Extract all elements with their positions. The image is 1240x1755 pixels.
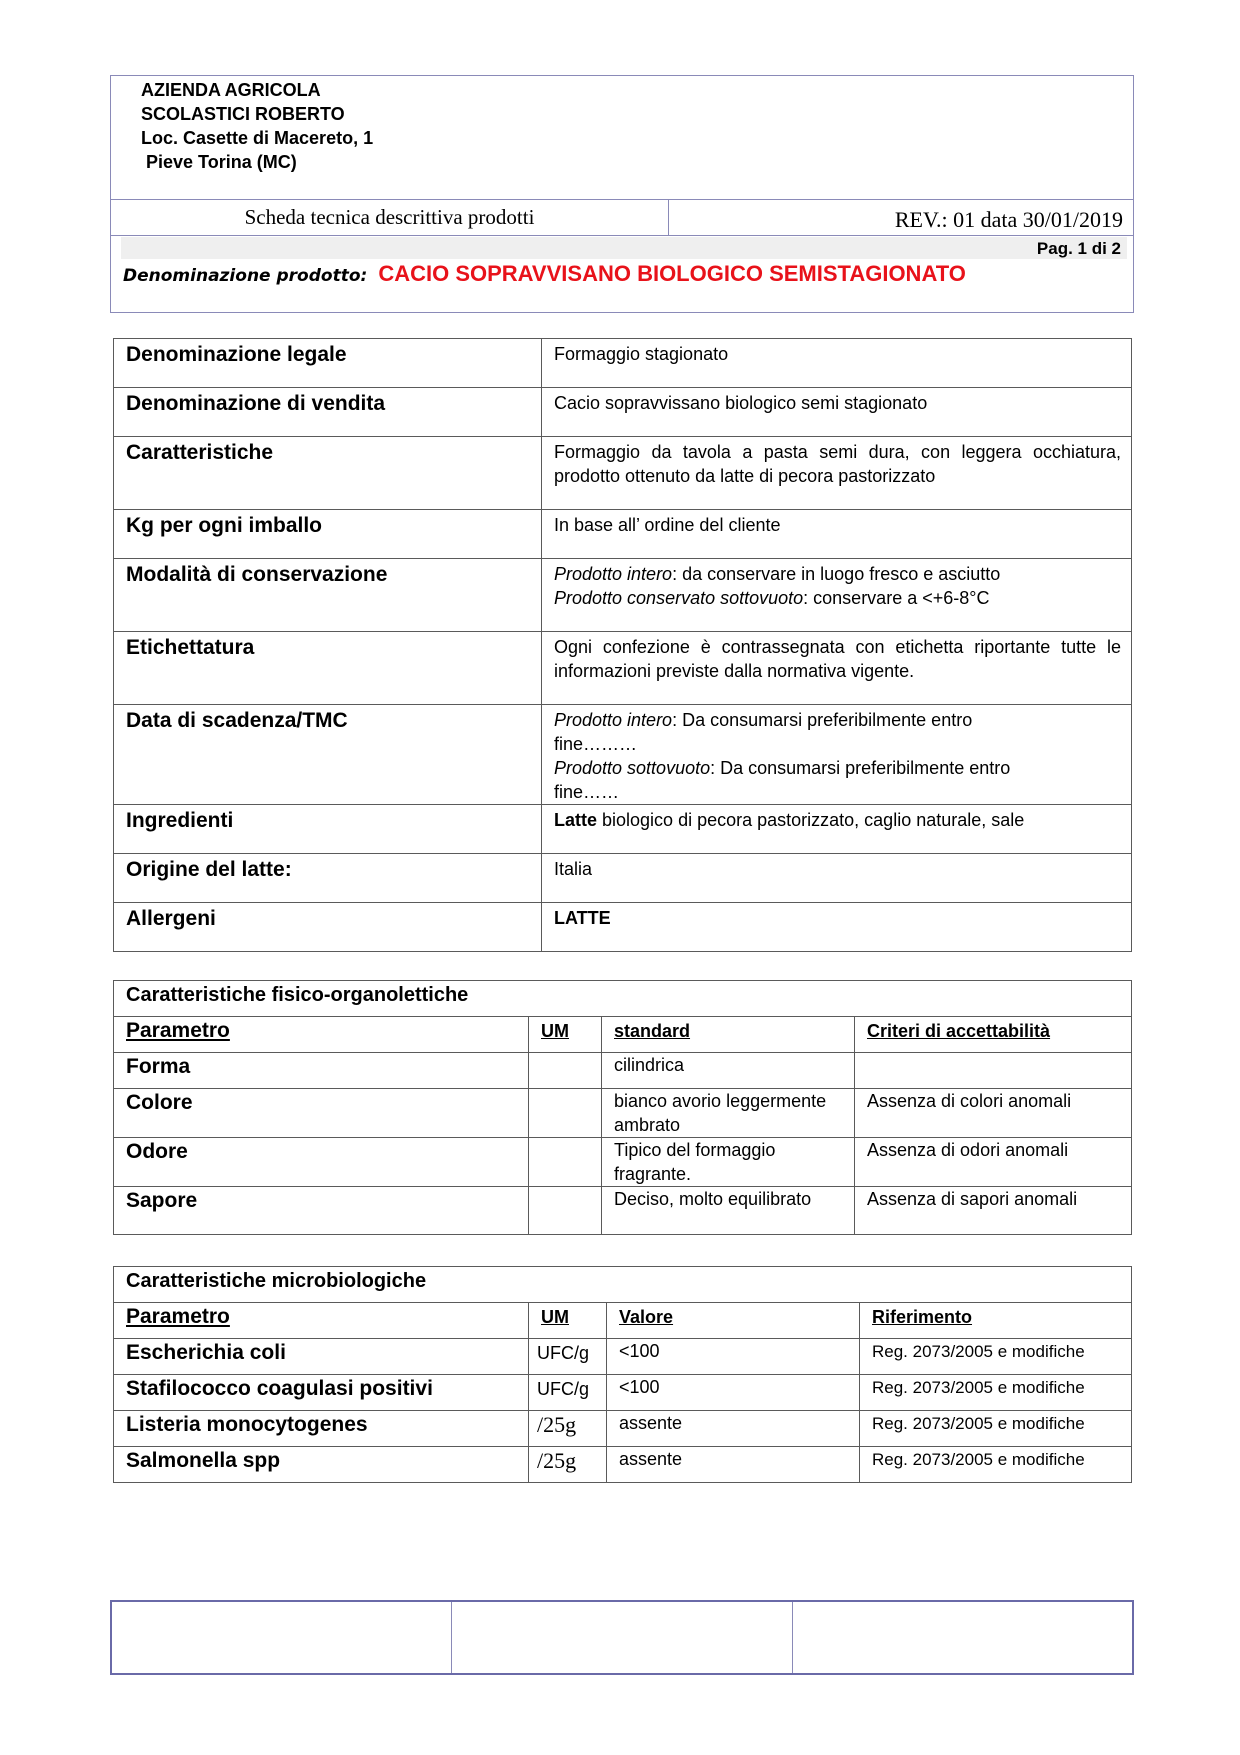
spec-key: Modalità di conservazione <box>114 559 542 632</box>
table-row <box>114 1375 1132 1411</box>
table-title: Caratteristiche fisico-organolettiche <box>114 981 1132 1017</box>
reference-cell: Reg. 2073/2005 e modifiche <box>860 1447 1132 1483</box>
value-text: : conservare a <+6-8°C <box>803 588 990 608</box>
spec-key: Data di scadenza/TMC <box>114 705 542 805</box>
table-row <box>114 1138 1132 1187</box>
param-cell: Salmonella spp <box>114 1447 529 1483</box>
spec-value: LATTE <box>542 903 1132 952</box>
italic-label: Prodotto intero <box>554 710 673 730</box>
column-header: Parametro <box>114 1303 529 1339</box>
table-row <box>114 437 1132 510</box>
column-header: Valore <box>607 1303 860 1339</box>
spec-key: Ingredienti <box>114 805 542 854</box>
table-title-row <box>114 981 1132 1017</box>
company-line: Loc. Casette di Macereto, 1 <box>141 128 374 148</box>
revision-info: REV.: 01 data 30/01/2019 <box>894 207 1123 232</box>
spec-value: In base all’ ordine del cliente <box>542 510 1132 559</box>
table-row <box>114 805 1132 854</box>
company-line: SCOLASTICI ROBERTO <box>141 104 345 124</box>
company-info <box>141 78 373 174</box>
spec-value <box>542 805 1132 854</box>
value-text: : Da consumarsi preferibilmente entro <box>710 758 1011 778</box>
um-cell <box>529 1089 602 1138</box>
bold-ingredient: Latte <box>554 810 598 830</box>
table-row <box>114 1053 1132 1089</box>
spec-key: Allergeni <box>114 903 542 952</box>
param-cell: Colore <box>114 1089 529 1138</box>
company-line: Pieve Torina (MC) <box>141 152 297 172</box>
table-header-row <box>114 1303 1132 1339</box>
spec-value: Italia <box>542 854 1132 903</box>
column-header: Riferimento <box>860 1303 1132 1339</box>
spec-key: Caratteristiche <box>114 437 542 510</box>
table-row <box>114 705 1132 805</box>
table-row <box>114 559 1132 632</box>
um-cell <box>529 1138 602 1187</box>
footer-cell <box>793 1602 1132 1673</box>
table-title: Caratteristiche microbiologiche <box>114 1267 1132 1303</box>
spec-value: Ogni confezione è contrassegnata con etichetta riportante tutte le informazioni previste dalla normativa vigente. <box>542 632 1132 705</box>
column-header: UM <box>529 1303 607 1339</box>
document-header <box>110 75 1134 313</box>
param-cell: Escherichia coli <box>114 1339 529 1375</box>
column-header: standard <box>602 1017 855 1053</box>
spec-key: Origine del latte: <box>114 854 542 903</box>
um-cell <box>529 1053 602 1089</box>
spec-value: Cacio sopravvissano biologico semi stagionato <box>542 388 1132 437</box>
spec-key: Etichettatura <box>114 632 542 705</box>
value-text: fine……… <box>554 734 638 754</box>
spec-value: Formaggio stagionato <box>542 339 1132 388</box>
param-cell: Odore <box>114 1138 529 1187</box>
table-row <box>114 1447 1132 1483</box>
um-cell <box>529 1187 602 1235</box>
company-line: AZIENDA AGRICOLA <box>141 80 321 100</box>
table-row <box>114 339 1132 388</box>
criteria-cell: Assenza di colori anomali <box>855 1089 1132 1138</box>
spec-value <box>542 559 1132 632</box>
table-row <box>114 903 1132 952</box>
spec-key: Denominazione legale <box>114 339 542 388</box>
column-header: UM <box>529 1017 602 1053</box>
value-text: : Da consumarsi preferibilmente entro <box>672 710 973 730</box>
table-row <box>114 632 1132 705</box>
table-row <box>114 388 1132 437</box>
value-text: biologico di pecora pastorizzato, caglio naturale, sale <box>597 810 1025 830</box>
italic-label: Prodotto sottovuoto <box>554 758 711 778</box>
document-info-row <box>111 199 1133 236</box>
reference-cell: Reg. 2073/2005 e modifiche <box>860 1411 1132 1447</box>
italic-label: Prodotto conservato sottovuoto <box>554 588 804 608</box>
organoleptic-table <box>113 980 1132 1235</box>
italic-label: Prodotto intero <box>554 564 673 584</box>
value-cell: <100 <box>607 1339 860 1375</box>
value-cell: assente <box>607 1447 860 1483</box>
spec-value <box>542 705 1132 805</box>
table-row <box>114 1089 1132 1138</box>
column-header: Parametro <box>114 1017 529 1053</box>
value-cell: assente <box>607 1411 860 1447</box>
reference-cell: Reg. 2073/2005 e modifiche <box>860 1375 1132 1411</box>
um-cell: /25g <box>529 1411 607 1447</box>
spec-key: Denominazione di vendita <box>114 388 542 437</box>
um-cell: UFC/g <box>529 1375 607 1411</box>
footer-cell <box>112 1602 452 1673</box>
param-cell: Stafilococco coagulasi positivi <box>114 1375 529 1411</box>
spec-value: Formaggio da tavola a pasta semi dura, con leggera occhiatura, prodotto ottenuto da latte di pecora pastorizzato <box>542 437 1132 510</box>
criteria-cell: Assenza di sapori anomali <box>855 1187 1132 1235</box>
criteria-cell: Assenza di odori anomali <box>855 1138 1132 1187</box>
footer-signature-table <box>110 1600 1134 1675</box>
column-header: Criteri di accettabilità <box>855 1017 1132 1053</box>
table-row <box>114 1339 1132 1375</box>
product-denomination <box>123 262 966 288</box>
reference-cell: Reg. 2073/2005 e modifiche <box>860 1339 1132 1375</box>
param-cell: Listeria monocytogenes <box>114 1411 529 1447</box>
um-cell: UFC/g <box>529 1339 607 1375</box>
table-header-row <box>114 1017 1132 1053</box>
table-title-row <box>114 1267 1132 1303</box>
table-row <box>114 510 1132 559</box>
value-text: fine…… <box>554 782 620 802</box>
param-cell: Forma <box>114 1053 529 1089</box>
product-name: CACIO SOPRAVVISANO BIOLOGICO SEMISTAGIONATO <box>378 261 966 286</box>
standard-cell: Deciso, molto equilibrato <box>602 1187 855 1235</box>
value-text: : da conservare in luogo fresco e asciutto <box>672 564 1001 584</box>
table-row <box>114 1187 1132 1235</box>
um-cell: /25g <box>529 1447 607 1483</box>
param-cell: Sapore <box>114 1187 529 1235</box>
standard-cell: cilindrica <box>602 1053 855 1089</box>
microbiological-table <box>113 1266 1132 1483</box>
footer-cell <box>452 1602 792 1673</box>
page-number: Pag. 1 di 2 <box>121 237 1127 259</box>
standard-cell: Tipico del formaggio fragrante. <box>602 1138 855 1187</box>
spec-table <box>113 338 1132 952</box>
value-cell: <100 <box>607 1375 860 1411</box>
document-title: Scheda tecnica descrittiva prodotti <box>111 200 669 235</box>
table-row <box>114 1411 1132 1447</box>
table-row <box>114 854 1132 903</box>
criteria-cell <box>855 1053 1132 1089</box>
product-label: Denominazione prodotto: <box>123 266 368 286</box>
spec-key: Kg per ogni imballo <box>114 510 542 559</box>
standard-cell: bianco avorio leggermente ambrato <box>602 1089 855 1138</box>
